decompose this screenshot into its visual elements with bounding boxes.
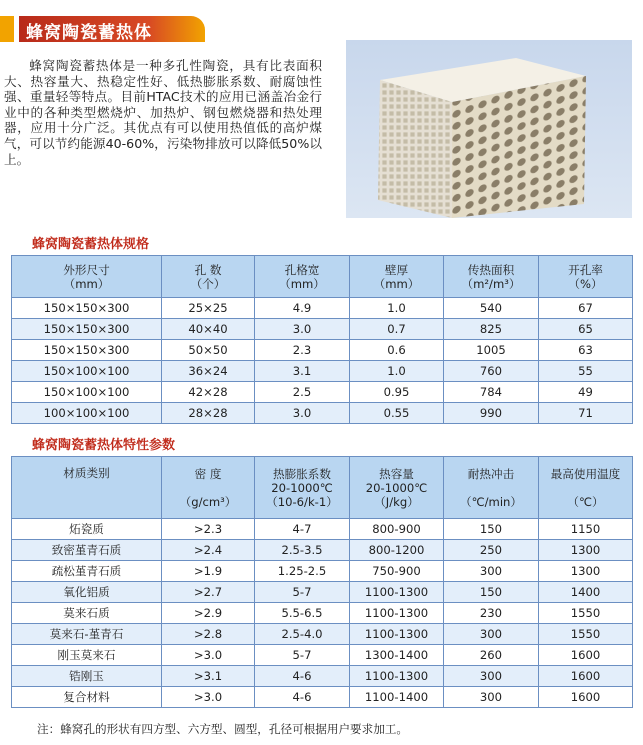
footnote: 注：蜂窝孔的形状有四方型、六方型、圆型，孔径可根据用户要求加工。 <box>37 722 409 736</box>
spec-table-row-cell: 150×150×300 <box>12 319 162 340</box>
props-table-row-cell: 260 <box>444 645 539 666</box>
props-table-row-cell: >3.0 <box>162 687 255 708</box>
props-table-row-cell: 1600 <box>539 666 633 687</box>
props-table-row-cell: 800-900 <box>350 519 444 540</box>
props-table-row-cell: >1.9 <box>162 561 255 582</box>
spec-table-row <box>12 361 633 382</box>
spec-header-cell: 外形尺寸 （mm） <box>12 256 162 298</box>
props-table <box>11 456 633 708</box>
props-table-row-cell: 230 <box>444 603 539 624</box>
props-table-row-cell: 氧化铝质 <box>12 582 162 603</box>
spec-table-row-cell: 3.0 <box>255 319 350 340</box>
spec-table-row-cell: 3.1 <box>255 361 350 382</box>
props-table-row <box>12 561 633 582</box>
spec-table-row-cell: 40×40 <box>162 319 255 340</box>
spec-table-row <box>12 298 633 319</box>
props-table-row-cell: 1600 <box>539 645 633 666</box>
spec-table-row-cell: 0.55 <box>350 403 444 424</box>
props-table-row-cell: >2.3 <box>162 519 255 540</box>
props-table-row-cell: 复合材料 <box>12 687 162 708</box>
props-table-row-cell: 1150 <box>539 519 633 540</box>
props-table-row-cell: 1550 <box>539 624 633 645</box>
spec-table-row <box>12 319 633 340</box>
props-table-row <box>12 540 633 561</box>
spec-table-row <box>12 340 633 361</box>
spec-table-row-cell: 50×50 <box>162 340 255 361</box>
spec-table-row-cell: 760 <box>444 361 539 382</box>
spec-table-row <box>12 382 633 403</box>
spec-table-row-cell: 0.6 <box>350 340 444 361</box>
spec-header-cell: 开孔率 （%） <box>539 256 633 298</box>
props-table-row-cell: 1550 <box>539 603 633 624</box>
title-box <box>19 16 205 42</box>
props-table-row-cell: 800-1200 <box>350 540 444 561</box>
spec-table-row-cell: 63 <box>539 340 633 361</box>
props-table-row <box>12 603 633 624</box>
props-header-cell: 密 度 （g/cm³） <box>162 457 255 519</box>
props-table-row-cell: 4-6 <box>255 666 350 687</box>
props-table-row <box>12 645 633 666</box>
spec-header-cell: 传热面积 （m²/m³） <box>444 256 539 298</box>
spec-table-row-cell: 150×100×100 <box>12 361 162 382</box>
props-table-row-cell: 150 <box>444 582 539 603</box>
title-marker <box>0 16 14 42</box>
spec-table-row-cell: 150×100×100 <box>12 382 162 403</box>
spec-table-row-cell: 0.95 <box>350 382 444 403</box>
spec-table-row-cell: 55 <box>539 361 633 382</box>
honeycomb-ceramic-photo <box>346 40 632 218</box>
props-header-cell: 热膨胀系数 20-1000℃ （10-6/k-1） <box>255 457 350 519</box>
spec-table-row-cell: 25×25 <box>162 298 255 319</box>
props-table-row-cell: 莫来石-堇青石 <box>12 624 162 645</box>
section-title-banner <box>0 16 205 42</box>
props-table-row <box>12 687 633 708</box>
props-header-cell: 最高使用温度 （℃） <box>539 457 633 519</box>
props-table-row-cell: 炻瓷质 <box>12 519 162 540</box>
props-table-row-cell: >3.0 <box>162 645 255 666</box>
spec-table-row <box>12 403 633 424</box>
props-table-row-cell: 5-7 <box>255 645 350 666</box>
props-table-row-cell: 750-900 <box>350 561 444 582</box>
props-table-row-cell: 刚玉莫来石 <box>12 645 162 666</box>
spec-table-row-cell: 28×28 <box>162 403 255 424</box>
props-table-row <box>12 519 633 540</box>
spec-header-cell: 孔格宽 （mm） <box>255 256 350 298</box>
spec-table-row-cell: 4.9 <box>255 298 350 319</box>
spec-table-row-cell: 3.0 <box>255 403 350 424</box>
props-table-row <box>12 582 633 603</box>
props-header-cell: 热容量 20-1000℃ （J/kg） <box>350 457 444 519</box>
props-table-row-cell: 锆刚玉 <box>12 666 162 687</box>
spec-header-cell: 壁厚 （mm） <box>350 256 444 298</box>
props-table-row-cell: 1100-1300 <box>350 582 444 603</box>
props-table-row <box>12 666 633 687</box>
spec-table-row-cell: 49 <box>539 382 633 403</box>
props-table-row-cell: 1.25-2.5 <box>255 561 350 582</box>
spec-table-row-cell: 1005 <box>444 340 539 361</box>
props-table-row-cell: 1300 <box>539 540 633 561</box>
spec-table-row-cell: 2.3 <box>255 340 350 361</box>
props-table-row-cell: 300 <box>444 687 539 708</box>
props-table-row-cell: >2.4 <box>162 540 255 561</box>
spec-table-row-cell: 825 <box>444 319 539 340</box>
spec-table-row-cell: 0.7 <box>350 319 444 340</box>
props-table-row-cell: 2.5-3.5 <box>255 540 350 561</box>
props-table-row-cell: 300 <box>444 561 539 582</box>
spec-table-row-cell: 990 <box>444 403 539 424</box>
intro-paragraph: 蜂窝陶瓷蓄热体是一种多孔性陶瓷，具有比表面积大、热容量大、热稳定性好、低热膨胀系数、耐腐蚀性强、重量轻等特点。目前HTAC技术的应用已涵盖冶金行业中的各种类型燃烧炉、加热炉、钢包燃烧器和热处理器，应用十分广泛。其优点有可以使用热值低的高炉煤气，可以节约能源40-60%，污染物排放可以降低50%以上。 <box>4 58 322 167</box>
spec-table <box>11 255 633 424</box>
props-table-row-cell: 1100-1400 <box>350 687 444 708</box>
props-table-row-cell: 1300 <box>539 561 633 582</box>
spec-table-row-cell: 67 <box>539 298 633 319</box>
spec-table-row-cell: 2.5 <box>255 382 350 403</box>
spec-table-row-cell: 784 <box>444 382 539 403</box>
props-table-row-cell: 1100-1300 <box>350 603 444 624</box>
props-table-row-cell: >3.1 <box>162 666 255 687</box>
props-table-body <box>12 519 633 708</box>
props-table-row-cell: 4-7 <box>255 519 350 540</box>
spec-table-heading: 蜂窝陶瓷蓄热体规格 <box>32 237 150 252</box>
props-table-row-cell: 1300-1400 <box>350 645 444 666</box>
props-table-row-cell: 250 <box>444 540 539 561</box>
spec-table-row-cell: 1.0 <box>350 361 444 382</box>
spec-table-row-cell: 42×28 <box>162 382 255 403</box>
props-table-row-cell: 5.5-6.5 <box>255 603 350 624</box>
honeycomb-block-image <box>346 40 632 218</box>
props-table-row <box>12 624 633 645</box>
props-table-row-cell: >2.7 <box>162 582 255 603</box>
props-table-row-cell: 300 <box>444 666 539 687</box>
spec-header-cell: 孔 数 （个） <box>162 256 255 298</box>
props-table-row-cell: 5-7 <box>255 582 350 603</box>
spec-table-row-cell: 65 <box>539 319 633 340</box>
props-header-cell: 材质类别 <box>12 457 162 519</box>
props-table-row-cell: 1600 <box>539 687 633 708</box>
props-table-row-cell: 疏松堇青石质 <box>12 561 162 582</box>
props-table-row-cell: 150 <box>444 519 539 540</box>
props-table-row-cell: >2.8 <box>162 624 255 645</box>
props-table-row-cell: 300 <box>444 624 539 645</box>
spec-table-body <box>12 298 633 424</box>
props-table-row-cell: 2.5-4.0 <box>255 624 350 645</box>
props-table-row-cell: >2.9 <box>162 603 255 624</box>
spec-header-row <box>12 256 633 298</box>
props-table-row-cell: 1400 <box>539 582 633 603</box>
props-header-row <box>12 457 633 519</box>
spec-table-row-cell: 36×24 <box>162 361 255 382</box>
spec-table-row-cell: 540 <box>444 298 539 319</box>
spec-table-row-cell: 150×150×300 <box>12 340 162 361</box>
spec-table-row-cell: 1.0 <box>350 298 444 319</box>
props-table-row-cell: 4-6 <box>255 687 350 708</box>
spec-table-row-cell: 100×100×100 <box>12 403 162 424</box>
page-title: 蜂窝陶瓷蓄热体 <box>26 23 152 43</box>
spec-table-row-cell: 71 <box>539 403 633 424</box>
props-table-row-cell: 莫来石质 <box>12 603 162 624</box>
props-table-row-cell: 1100-1300 <box>350 624 444 645</box>
spec-table-row-cell: 150×150×300 <box>12 298 162 319</box>
props-table-heading: 蜂窝陶瓷蓄热体特性参数 <box>32 438 176 453</box>
props-table-row-cell: 1100-1300 <box>350 666 444 687</box>
props-header-cell: 耐热冲击 （℃/min） <box>444 457 539 519</box>
props-table-row-cell: 致密堇青石质 <box>12 540 162 561</box>
